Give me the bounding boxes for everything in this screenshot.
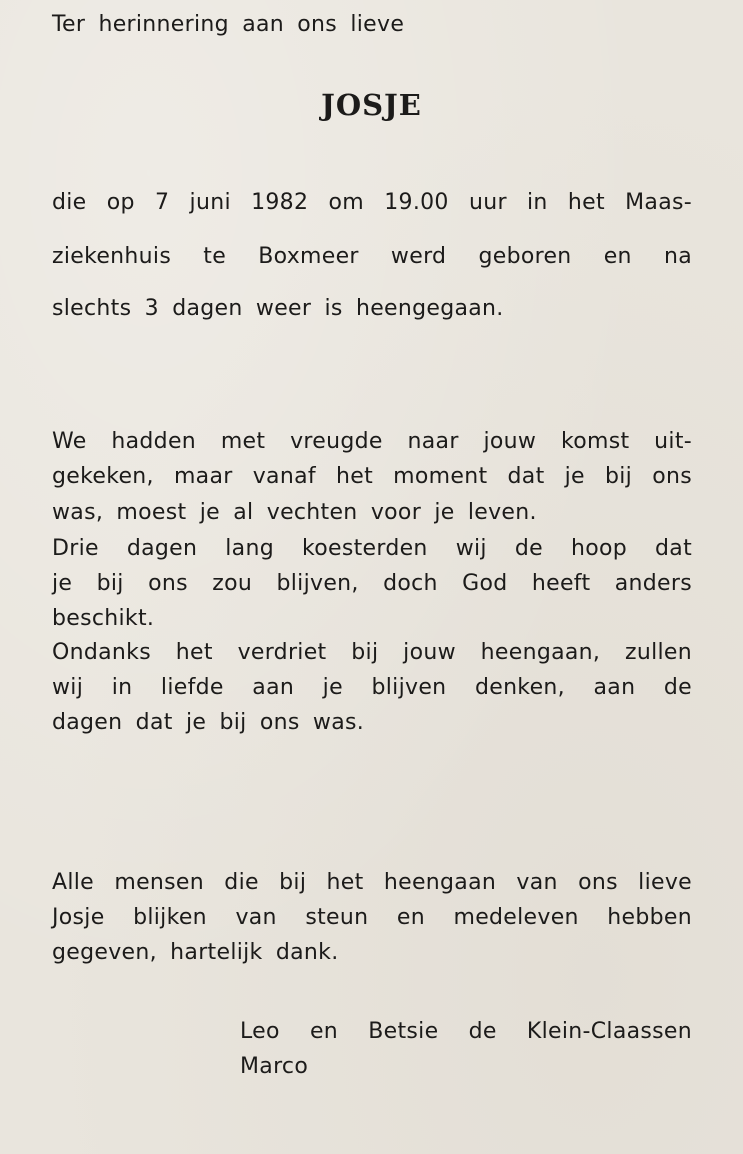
paragraph-line: Drie dagen lang koesterden wij de hoop dat (52, 536, 692, 561)
paragraph-line: gekeken, maar vanaf het moment dat je bij ons (52, 464, 692, 489)
paragraph-line: dagen dat je bij ons was. (52, 710, 365, 735)
paragraph-line: slechts 3 dagen weer is heengegaan. (52, 296, 504, 321)
paragraph-line: beschikt. (52, 606, 155, 631)
signature-sibling: Marco (240, 1054, 309, 1079)
paragraph-line: ziekenhuis te Boxmeer werd geboren en na (52, 244, 692, 269)
paragraph-line: Josje blijken van steun en medeleven hebben (52, 905, 692, 930)
paragraph-line: We hadden met vreugde naar jouw komst uit- (52, 429, 692, 454)
paragraph-line: wij in liefde aan je blijven denken, aan de (52, 675, 692, 700)
paragraph-line: Ondanks het verdriet bij jouw heengaan, zullen (52, 640, 692, 665)
child-name-heading: JOSJE (321, 88, 422, 122)
intro-text: Ter herinnering aan ons lieve (52, 12, 405, 37)
signature-names: Leo en Betsie de Klein-Claassen (240, 1019, 692, 1044)
paragraph-line: Alle mensen die bij het heengaan van ons lieve (52, 870, 692, 895)
paragraph-line: je bij ons zou blijven, doch God heeft anders (52, 571, 692, 596)
paragraph-line: gegeven, hartelijk dank. (52, 940, 339, 965)
paragraph-line: die op 7 juni 1982 om 19.00 uur in het Maas- (52, 190, 692, 215)
paragraph-line: was, moest je al vechten voor je leven. (52, 500, 537, 525)
